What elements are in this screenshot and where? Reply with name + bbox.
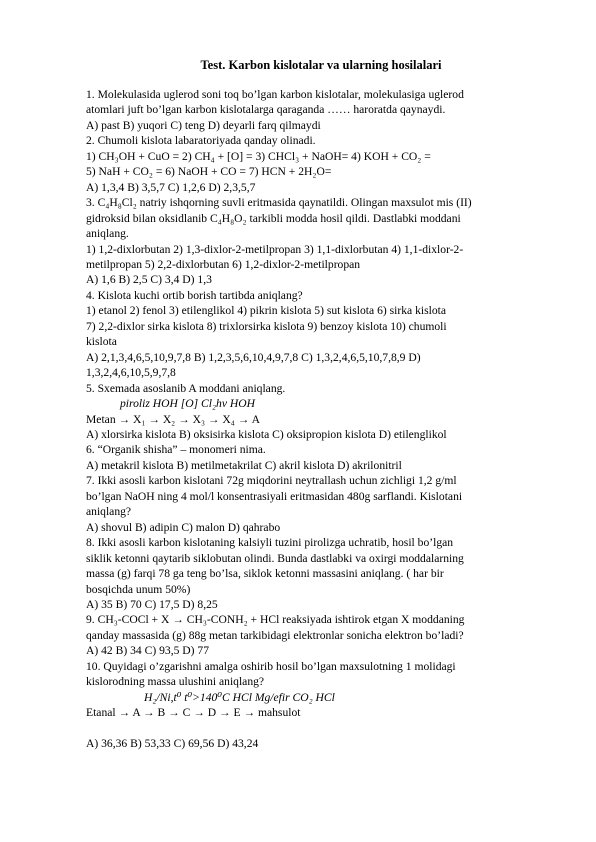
document-body <box>86 87 556 751</box>
text-line: aniqlang. <box>86 227 129 241</box>
text-line: A) 36,36 B) 53,33 C) 69,56 D) 43,24 <box>86 737 259 751</box>
text-line: 8. Ikki asosli karbon kislotaning kalsiyli tuzini pirolizga uchratib, hosil bo’lgan <box>86 536 454 550</box>
text-line: 10. Quyidagi o’zgarishni amalga oshirib hosil bo’lgan maxsulotning 1 molidagi <box>86 659 456 673</box>
text-line: A) 2,1,3,4,6,5,10,9,7,8 B) 1,2,3,5,6,10,4,9,7,8 C) 1,3,2,4,6,5,10,7,8,9 D) <box>86 350 421 364</box>
text-line: 4. Kislota kuchi ortib borish tartibda aniqlang? <box>86 288 303 302</box>
text-line: siklik ketonni qaytarib siklobutan olindi. Bunda dastlabki va oxirgi moddalarning <box>86 551 464 565</box>
text-line: A) 35 B) 70 C) 17,5 D) 8,25 <box>86 597 218 611</box>
blank-line <box>86 721 556 736</box>
text-line: metilpropan 5) 2,2-dixlorbutan 6) 1,2-dixlor-2-metilpropan <box>86 257 361 271</box>
text-line: 7. Ikki asosli karbon kislotani 72g miqdorini neytrallash uchun zichligi 1,2 g/ml <box>86 474 457 488</box>
text-line: A) shovul B) adipin C) malon D) qahrabo <box>86 520 281 534</box>
text-line: qanday massasida (g) 88g metan tarkibidagi elektronlar sonicha elektron bo’ladi? <box>86 628 464 642</box>
text-line: A) 1,6 B) 2,5 C) 3,4 D) 1,3 <box>86 273 212 287</box>
text-line: 6. “Organik shisha” – monomeri nima. <box>86 443 266 457</box>
text-line: gidroksid bilan oksidlanib C₄H₈O₂ tarkibli modda hosil qildi. Dastlabki moddani <box>86 211 461 225</box>
text-line: piroliz HOH [O] Cl₂hν HOH <box>120 397 256 411</box>
document-title: Test. Karbon kislotalar va ularning hosilalari <box>200 58 442 72</box>
document-page <box>86 58 556 751</box>
text-line: atomlari juft bo’lgan karbon kislotalarga qaraganda …… haroratda qaynaydi. <box>86 103 446 117</box>
text-line: 1. Molekulasida uglerod soni toq bo’lgan karbon kislotalar, molekulasiga uglerod <box>86 88 464 101</box>
text-line: kislota <box>86 335 117 349</box>
text-line: 3. C₄H₈Cl₂ natriy ishqorning suvli eritmasida qaynatildi. Olingan maxsulot mis (II) <box>86 196 472 210</box>
text-line: A) past B) yuqori C) teng D) deyarli farq qilmaydi <box>86 118 321 132</box>
text-line: bosqichda unum 50%) <box>86 582 191 596</box>
text-line: 5) NaH + CO₂ = 6) NaOH + CO = 7) HCN + 2H₂O= <box>86 165 332 179</box>
text-line: A) 1,3,4 B) 3,5,7 C) 1,2,6 D) 2,3,5,7 <box>86 180 256 194</box>
text-line: aniqlang? <box>86 505 132 519</box>
text-line: Metan → X₁ → X₂ → X₃ → X₄ → A <box>86 412 260 426</box>
text-line: bo’lgan NaOH ning 4 mol/l konsentrasiyali eritmasidan 480g sarflandi. Kislotani <box>86 489 463 503</box>
text-line: 1) 1,2-dixlorbutan 2) 1,3-dixlor-2-metilpropan 3) 1,1-dixlorbutan 4) 1,1-dixlor-2- <box>86 242 464 256</box>
text-line: 1) CH₃OH + CuO = 2) CH₄ + [O] = 3) CHCl₃ + NaOH= 4) KOH + CO₂ = <box>86 149 431 163</box>
text-line: 9. CH₃-COCl + X → CH₃-CONH₂ + HCl reaksiyada ishtirok etgan X moddaning <box>86 613 465 627</box>
text-line: A) xlorsirka kislota B) oksisirka kislota C) oksipropion kislota D) etilenglikol <box>86 427 447 441</box>
text-line: A) metakril kislota B) metilmetakrilat C) akril kislota D) akrilonitril <box>86 458 402 472</box>
text-line: Etanal → A → B → C → D → E → mahsulot <box>86 706 301 720</box>
text-line: A) 42 B) 34 C) 93,5 D) 77 <box>86 644 210 658</box>
text-line: 2. Chumoli kislota labaratoriyada qanday olinadi. <box>86 134 316 148</box>
text-line: H₂/Ni,t⁰ t⁰>140⁰C HCl Mg/efir CO₂ HCl <box>144 690 335 704</box>
text-line: massa (g) farqi 78 ga teng bo’lsa, siklok ketonni massasini aniqlang. ( har bir <box>86 567 444 581</box>
text-line: 1,3,2,4,6,10,5,9,7,8 <box>86 366 176 380</box>
text-line: 5. Sxemada asoslanib A moddani aniqlang. <box>86 381 286 395</box>
text-line: 7) 2,2-dixlor sirka kislota 8) trixlorsirka kislota 9) benzoy kislota 10) chumoli <box>86 319 447 333</box>
text-line: 1) etanol 2) fenol 3) etilenglikol 4) pikrin kislota 5) sut kislota 6) sirka kislota <box>86 304 446 318</box>
text-line: kislorodning massa ulushini aniqlang? <box>86 675 265 689</box>
